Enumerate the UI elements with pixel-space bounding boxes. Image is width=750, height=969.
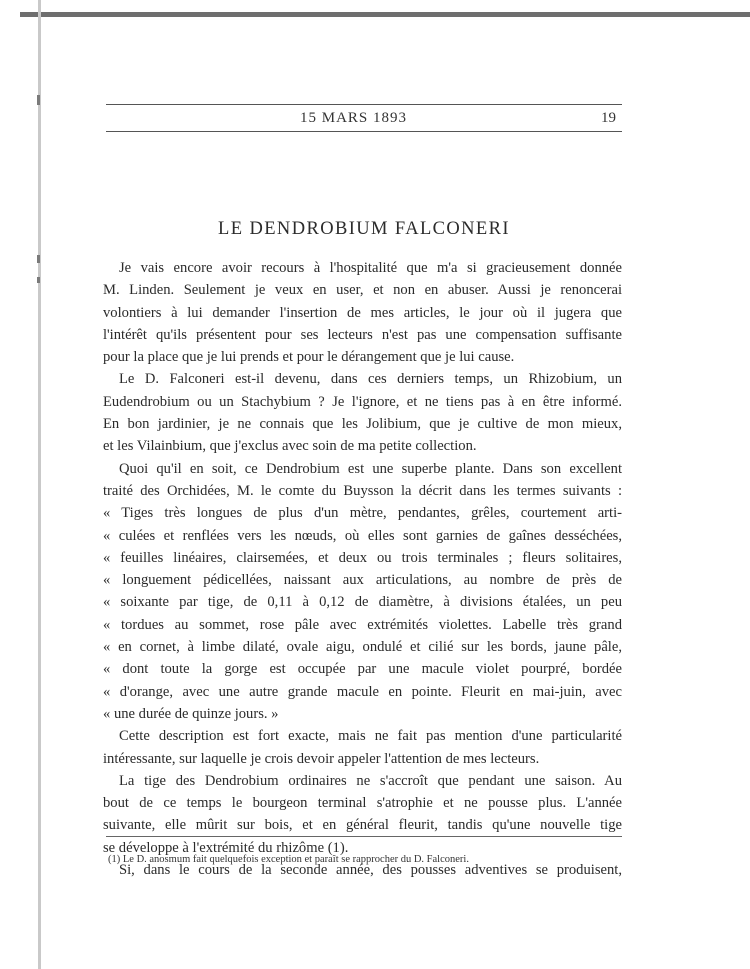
body-line: « d'orange, avec une autre grande macule en pointe. Fleurit en mai-juin, avec xyxy=(103,683,622,700)
body-line: Quoi qu'il en soit, ce Dendrobium est une superbe plante. Dans son excellent xyxy=(119,460,622,477)
footnote: (1) Le D. anosmum fait quelquefois exception et paraît se rapprocher du D. Falconeri. xyxy=(108,854,469,865)
body-line: En bon jardinier, je ne connais que les Jolibium, que je cultive de mon mieux, xyxy=(103,416,622,433)
article-title: LE DENDROBIUM FALCONERI xyxy=(218,219,510,239)
body-line: intéressante, sur laquelle je crois devoir appeler l'attention de mes lecteurs. xyxy=(103,750,540,767)
body-line: pour la place que je lui prends et pour le dérangement que je lui cause. xyxy=(103,349,515,366)
body-line: Le D. Falconeri est-il devenu, dans ces derniers temps, un Rhizobium, un xyxy=(119,371,622,388)
page-number: 19 xyxy=(601,110,616,126)
body-line: « soixante par tige, de 0,11 à 0,12 de diamètre, à divisions étalées, un peu xyxy=(103,594,622,611)
footnote-rule xyxy=(106,836,622,837)
body-line: « feuilles linéaires, clairsemées, et deux ou trois terminales ; fleurs solitaires, xyxy=(103,549,622,566)
body-line: « culées et renflées vers les nœuds, où elles sont garnies de gaînes desséchées, xyxy=(103,527,622,544)
header-rule-bottom xyxy=(106,131,622,132)
body-line: « longuement pédicellées, naissant aux articulations, au nombre de près de xyxy=(103,572,622,589)
body-line: suivante, elle mûrit sur bois, et en général fleurit, tandis qu'une nouvelle tige xyxy=(103,817,622,834)
body-line: « Tiges très longues de plus d'un mètre, pendantes, grêles, courtement arti- xyxy=(103,505,622,522)
body-line: « en cornet, à limbe dilaté, ovale aigu, ondulé et cilié sur les bords, jaune pâle, xyxy=(103,639,622,656)
article-body xyxy=(103,257,622,881)
body-line: se développe à l'extrémité du rhizôme (1). xyxy=(103,839,349,856)
body-line: et les Vilainbium, que j'exclus avec soin de ma petite collection. xyxy=(103,438,477,455)
body-line: bout de ce temps le bourgeon terminal s'atrophie et ne pousse plus. L'année xyxy=(103,795,622,812)
body-line: « tordues au sommet, rose pâle avec extrémités violettes. Labelle très grand xyxy=(103,616,622,633)
body-line: Je vais encore avoir recours à l'hospitalité que m'a si gracieusement donnée xyxy=(119,260,622,276)
header-date: 15 MARS 1893 xyxy=(300,110,408,126)
body-line: Eudendrobium ou un Stachybium ? Je l'ignore, et ne tiens pas à en être informé. xyxy=(103,393,622,410)
body-line: Si, dans le cours de la seconde année, des pousses adventives se produisent, xyxy=(119,862,622,879)
body-line: « une durée de quinze jours. » xyxy=(103,705,279,722)
body-line: l'intérêt qu'ils présentent pour ses lecteurs n'est pas une compensation suffisante xyxy=(103,326,622,343)
header-rule-top xyxy=(106,104,622,105)
body-line: « dont toute la gorge est occupée par une macule violet pourpré, bordée xyxy=(103,661,622,678)
body-line: volontiers à lui demander l'insertion de mes articles, le jour où il jugera que xyxy=(103,304,622,321)
body-line: La tige des Dendrobium ordinaires ne s'accroît que pendant une saison. Au xyxy=(119,772,622,789)
body-line: traité des Orchidées, M. le comte du Buysson la décrit dans les termes suivants : xyxy=(103,482,622,499)
body-line: M. Linden. Seulement je veux en user, et non en abuser. Aussi je renoncerai xyxy=(103,282,622,299)
body-line: Cette description est fort exacte, mais ne fait pas mention d'une particularité xyxy=(119,728,622,745)
